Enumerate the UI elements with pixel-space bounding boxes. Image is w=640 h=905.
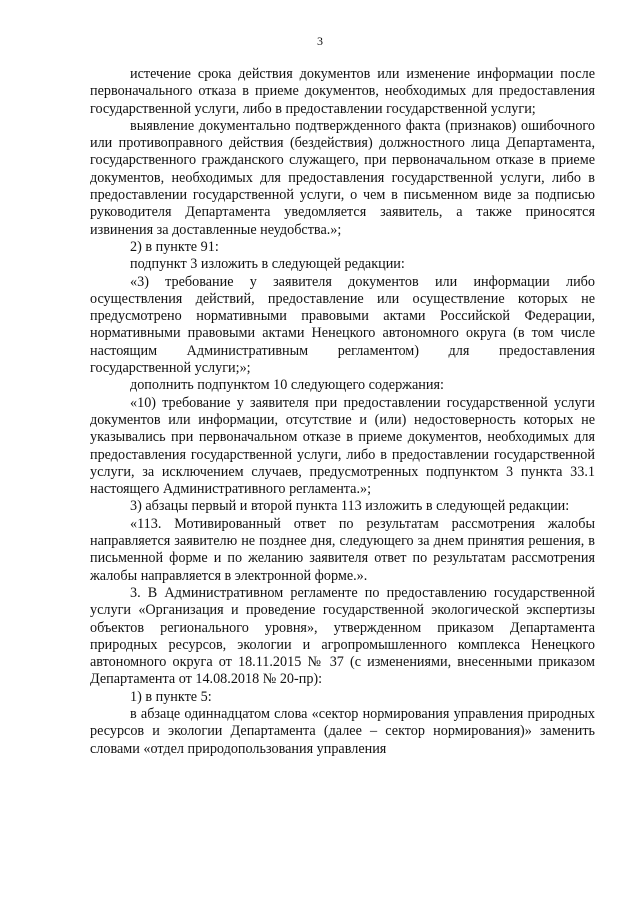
- paragraph: «113. Мотивированный ответ по результатам рассмотрения жалобы направляется заявителю не позднее дня, следующего за днем принятия решения, в письменной форме и по желанию заявителя ответ по результатам рассмотрения жалобы направляется в электронной форме.».: [90, 515, 595, 584]
- paragraph: истечение срока действия документов или изменение информации после первоначального отказа в приеме документов, необходимых для предоставления государственной услуги, либо в предоставлении государственной услуги;: [90, 66, 595, 117]
- paragraph: «3) требование у заявителя документов или информации либо осуществления действий, предоставление или осуществление которых не предусмотрено нормативными правовыми актами Российской Федерации, нормативными правовыми актами Ненецкого автономного округа (в том числе настоящим Административным регламентом) для предоставления государственной услуги;»;: [90, 273, 595, 377]
- document-body: [90, 66, 595, 758]
- paragraph: 3. В Административном регламенте по предоставлению государственной услуги «Организация и проведение государственной экологической экспертизы объектов регионального уровня», утвержденном приказом Департамента природных ресурсов, экологии и агропромышленного комплекса Ненецкого автономного округа от 18.11.2015 № 37 (с изменениями, внесенными приказом Департамента от 14.08.2018 № 20-пр):: [90, 584, 595, 688]
- page-number: 3: [317, 34, 323, 48]
- paragraph: подпункт 3 изложить в следующей редакции:: [130, 256, 405, 273]
- paragraph: в абзаце одиннадцатом слова «сектор нормирования управления природных ресурсов и экологии Департамента (далее – сектор нормирования)» заменить словами «отдел природопользования управления: [90, 705, 595, 757]
- paragraph: 3) абзацы первый и второй пункта 113 изложить в следующей редакции:: [130, 498, 570, 515]
- paragraph: «10) требование у заявителя при предоставлении государственной услуги документов или информации, отсутствие и (или) недостоверность которых не указывались при первоначальном отказе в приеме документов, необходимых для предоставления государственной услуги, либо в предоставлении государственной услуги, за исключением случаев, предусмотренных подпунктом 3 пункта 33.1 настоящего Административного регламента.»;: [90, 394, 595, 498]
- paragraph: выявление документально подтвержденного факта (признаков) ошибочного или противоправного действия (бездействия) должностного лица Департамента, государственного гражданского служащего, при первоначальном отказе в приеме документов, необходимых для предоставления государственной услуги, либо в предоставлении государственной услуги, о чем в письменном виде за подписью руководителя Департамента уведомляется заявитель, а также приносятся извинения за доставленные неудобства.»;: [90, 117, 595, 238]
- paragraph: дополнить подпунктом 10 следующего содержания:: [130, 377, 444, 394]
- paragraph: 2) в пункте 91:: [130, 238, 219, 255]
- paragraph: 1) в пункте 5:: [130, 688, 212, 705]
